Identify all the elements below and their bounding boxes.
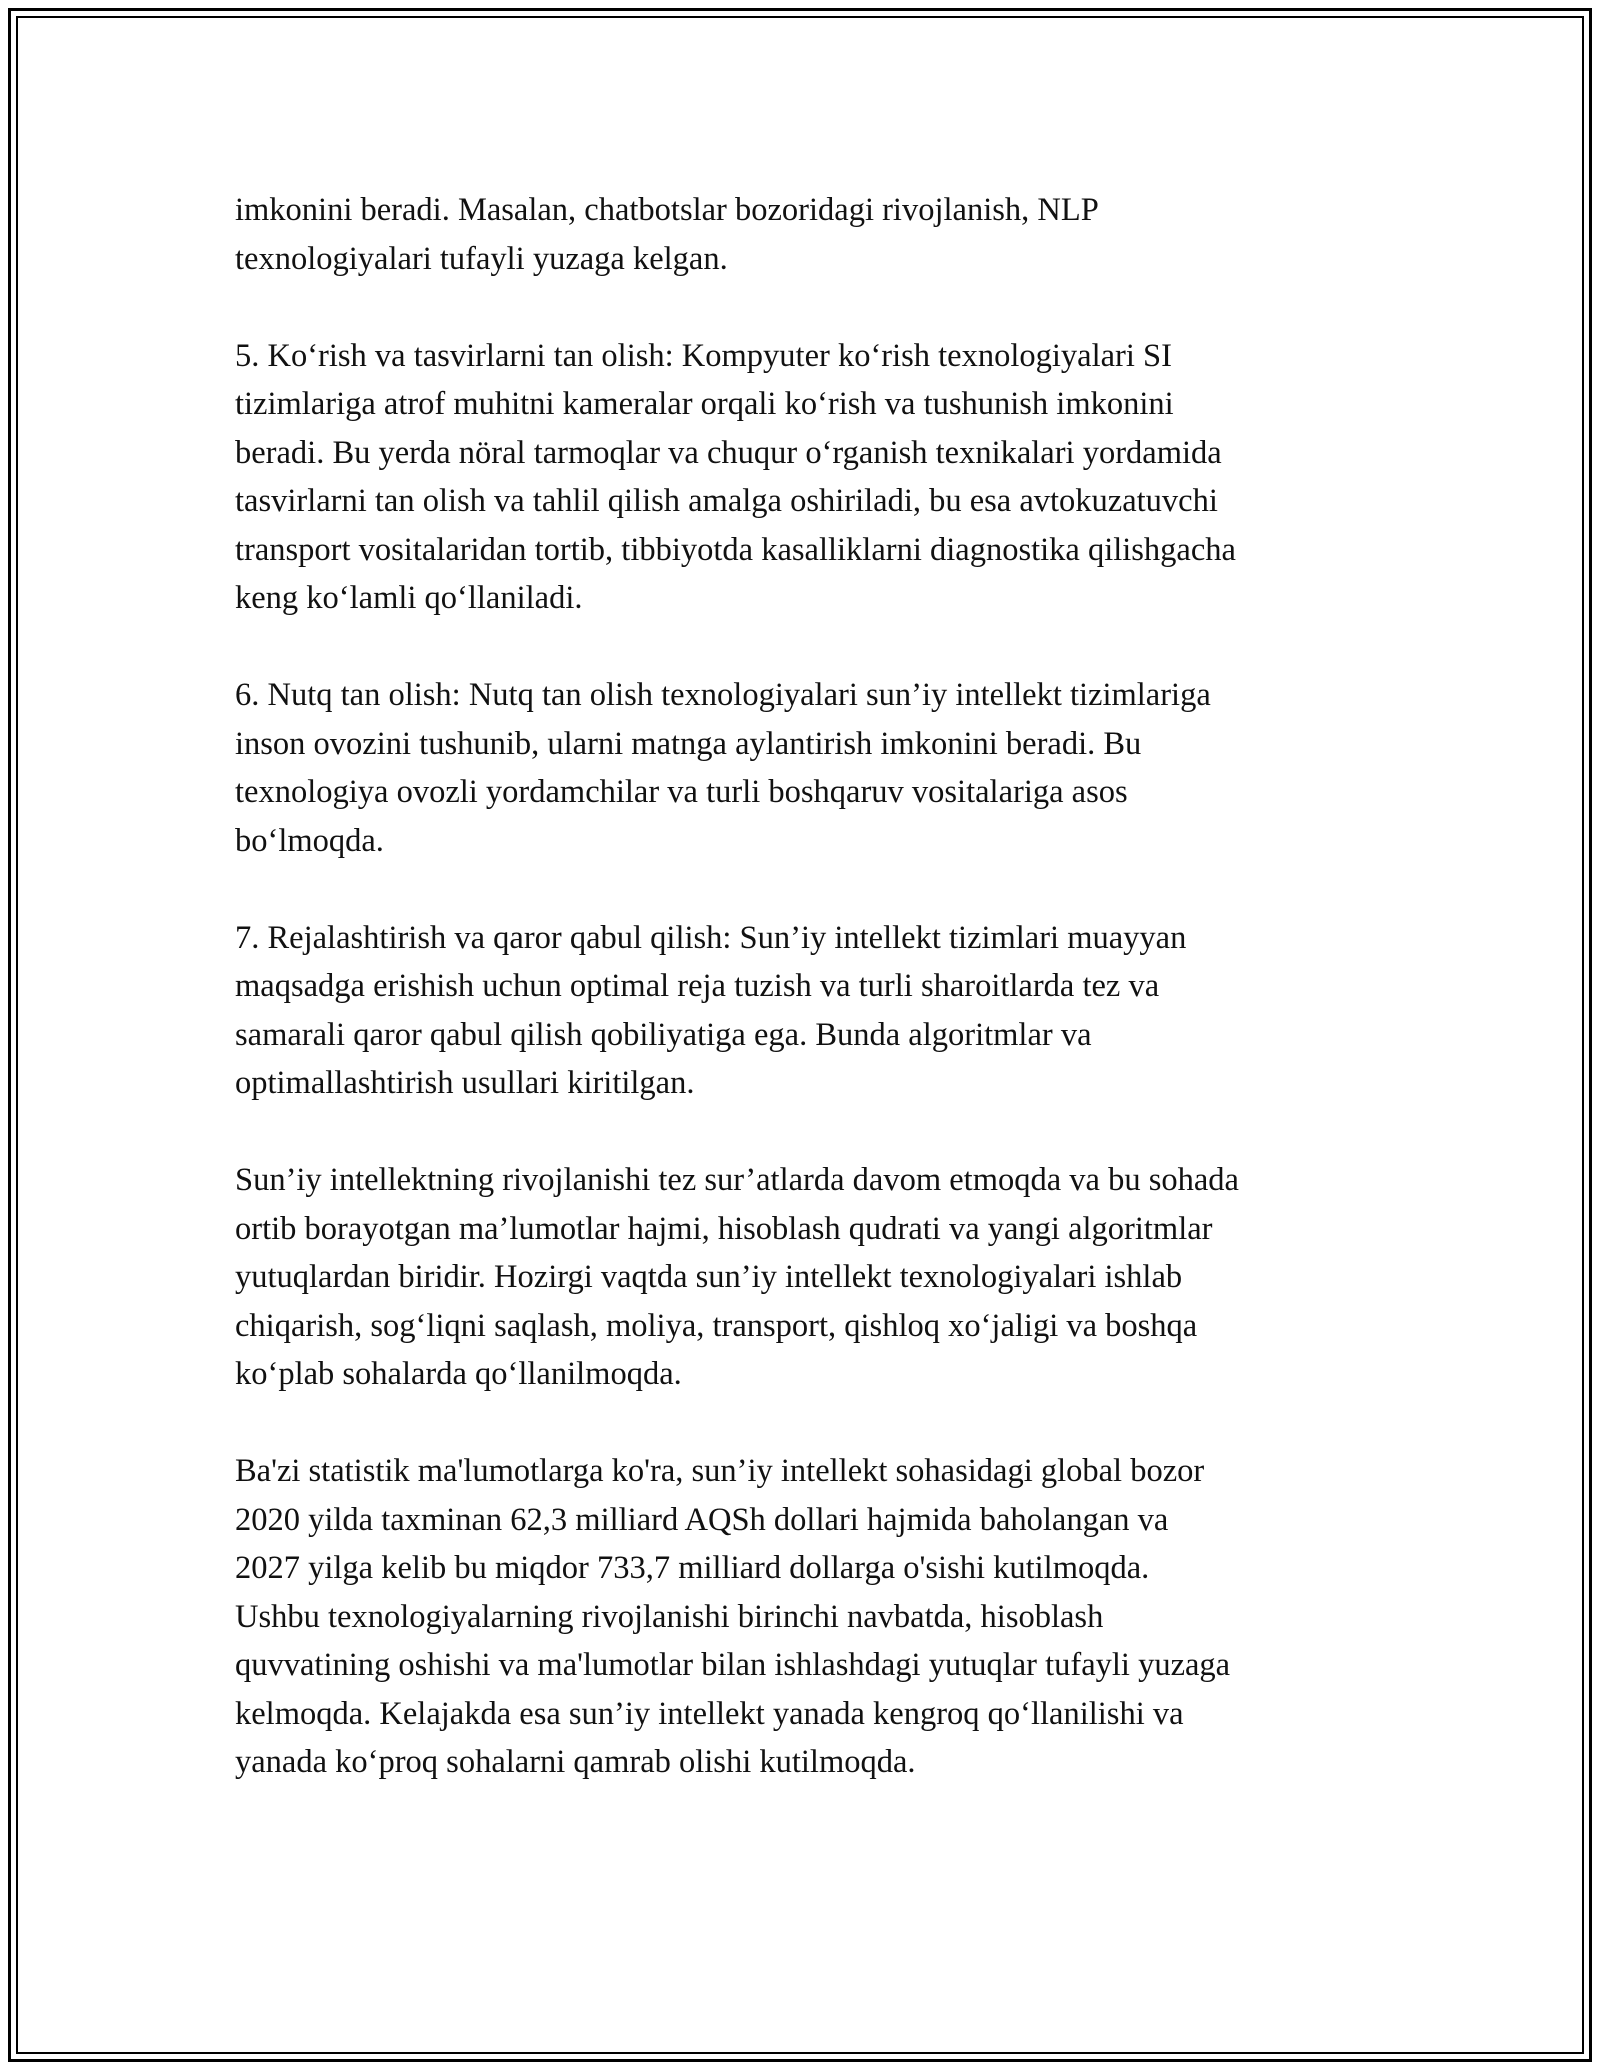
paragraph-nlp-continuation: imkonini beradi. Masalan, chatbotslar bozoridagi rivojlanish, NLP texnologiyalari tufayli yuzaga kelgan. <box>235 192 1099 277</box>
paragraph-market-statistics: Ba'zi statistik ma'lumotlarga ko'ra, sun’iy intellekt sohasidagi global bozor 2020 yilda taxminan 62,3 milliard AQSh dollari hajmida baholangan va 2027 yilga kelib bu miqdor 733,7 milliard dollarga o'sishi kutilmoqda. Ushbu texnologiyalarning rivojlanishi birinchi navbatda, hisoblash quvvatining oshishi va ma'lumotlar bilan ishlashdagi yutuqlar tufayli yuzaga kelmoqda. Kelajakda esa sun’iy intellekt yanada kengroq qoʻllanilishi va yanada koʻproq sohalarni qamrab olishi kutilmoqda. <box>235 1453 1231 1780</box>
paragraph-planning-decisions: 7. Rejalashtirish va qaror qabul qilish: Sun’iy intellekt tizimlari muayyan maqsadga erishish uchun optimal reja tuzish va turli sharoitlarda tez va samarali qaror qabul qilish qobiliyatiga ega. Bunda algoritmlar va optimallashtirish usullari kiritilgan. <box>235 919 1187 1101</box>
paragraph-speech-recognition: 6. Nutq tan olish: Nutq tan olish texnologiyalari sun’iy intellekt tizimlariga inson ovozini tushunib, ularni matnga aylantirish imkonini beradi. Bu texnologiya ovozli yordamchilar va turli boshqaruv vositalariga asos boʻlmoqda. <box>235 677 1211 859</box>
paragraph-ai-development: Sun’iy intellektning rivojlanishi tez sur’atlarda davom etmoqda va bu sohada ortib borayotgan ma’lumotlar hajmi, hisoblash qudrati va yangi algoritmlar yutuqlardan biridir. Hozirgi vaqtda sun’iy intellekt texnologiyalari ishlab chiqarish, sogʻliqni saqlash, moliya, transport, qishloq xoʻjaligi va boshqa koʻplab sohalarda qoʻllanilmoqda. <box>235 1162 1239 1392</box>
paragraph-computer-vision: 5. Koʻrish va tasvirlarni tan olish: Kompyuter koʻrish texnologiyalari SI tizimlariga atrof muhitni kameralar orqali koʻrish va tushunish imkonini beradi. Bu yerda nöral tarmoqlar va chuqur oʻrganish texnikalari yordamida tasvirlarni tan olish va tahlil qilish amalga oshiriladi, bu esa avtokuzatuvchi transport vositalaridan tortib, tibbiyotda kasalliklarni diagnostika qilishgacha keng koʻlamli qoʻllaniladi. <box>235 337 1236 616</box>
document-body <box>235 186 1385 1835</box>
